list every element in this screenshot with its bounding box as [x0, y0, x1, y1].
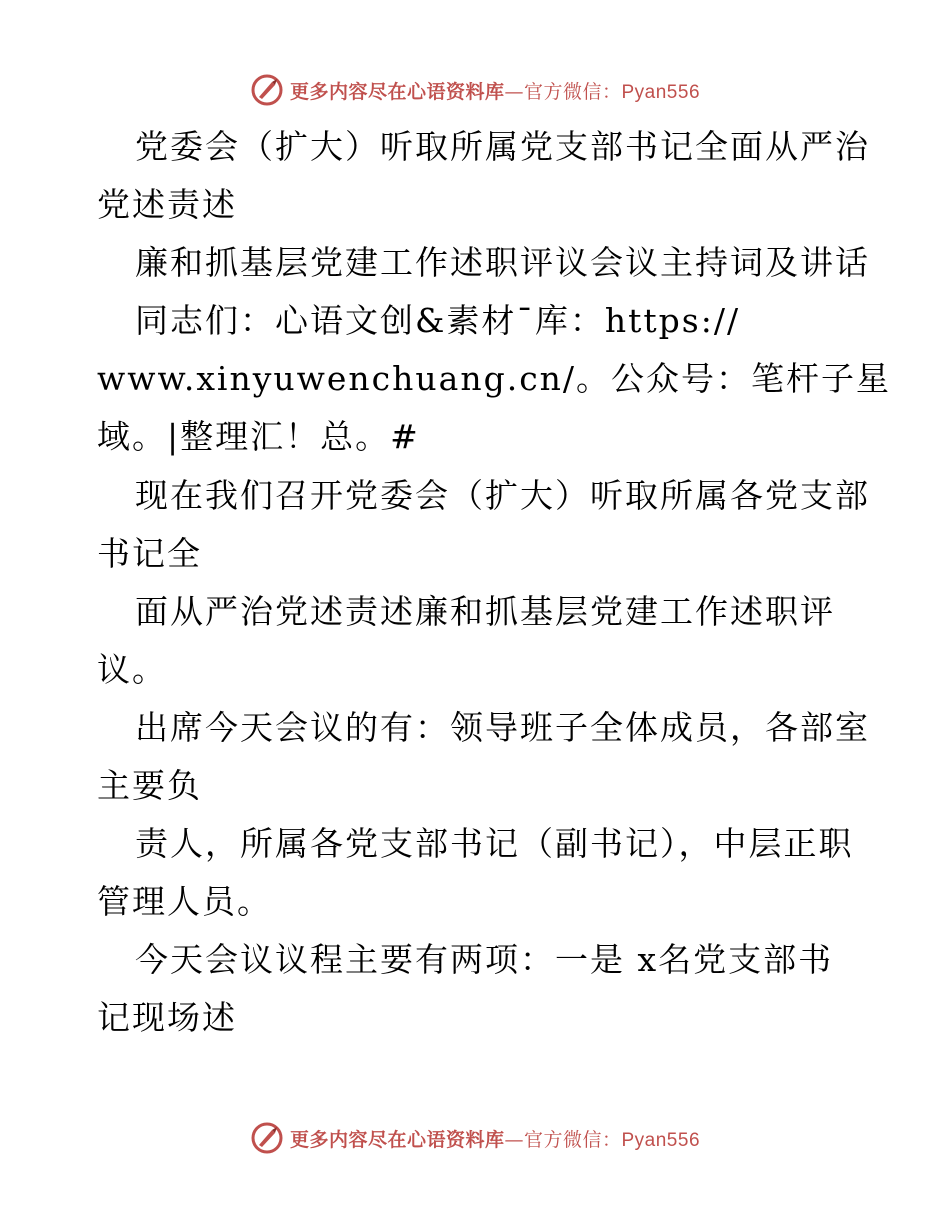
- banner-text: [290, 1125, 700, 1152]
- text-line: 党委会（扩大）听取所属党支部书记全面从严治: [135, 127, 870, 166]
- text-line: 主要负: [97, 766, 202, 806]
- text-line: 廉和抓基层党建工作述职评议会议主持词及讲话: [135, 243, 870, 283]
- banner-separator: —: [504, 80, 524, 103]
- banner-main-text: 更多内容尽在心语资料库: [289, 80, 505, 103]
- text-line: www.xinyuwenchuang.cn/。公众号：笔杆子星: [97, 359, 892, 399]
- text-line: 记现场述: [97, 998, 237, 1038]
- text-line: 今天会议议程主要有两项：一是 x名党支部书: [135, 940, 834, 980]
- text-line: 出席今天会议的有：领导班子全体成员，各部室: [135, 707, 870, 747]
- banner-wechat-label: 官方微信：: [523, 1128, 622, 1151]
- text-line: 责人，所属各党支部书记（副书记），中层正职: [135, 824, 854, 864]
- banner-wechat-id: Pyan556: [621, 81, 701, 103]
- banner-main-text: 更多内容尽在心语资料库: [289, 1128, 505, 1151]
- text-line: 管理人员。: [97, 882, 272, 922]
- text-line: 书记全: [97, 533, 202, 573]
- text-line: 议。: [97, 649, 167, 689]
- text-line: 党述责述: [97, 185, 237, 225]
- text-line: 面从严治党述责述廉和抓基层党建工作述职评: [135, 591, 835, 631]
- text-line: 域。|整理汇！总。#: [97, 417, 420, 457]
- banner-text: [290, 77, 700, 104]
- banner-wechat-label: 官方微信：: [523, 80, 622, 103]
- document-body: [97, 118, 892, 1048]
- footer-banner: [0, 1118, 950, 1158]
- quill-logo-icon: [250, 1121, 284, 1155]
- banner-wechat-id: Pyan556: [621, 1129, 701, 1151]
- banner-separator: —: [504, 1128, 524, 1151]
- header-banner: [0, 70, 950, 110]
- quill-logo-icon: [250, 73, 284, 107]
- text-line: 同志们：心语文创&素材¯库：https://: [135, 301, 741, 341]
- text-line: 现在我们召开党委会（扩大）听取所属各党支部: [135, 475, 870, 515]
